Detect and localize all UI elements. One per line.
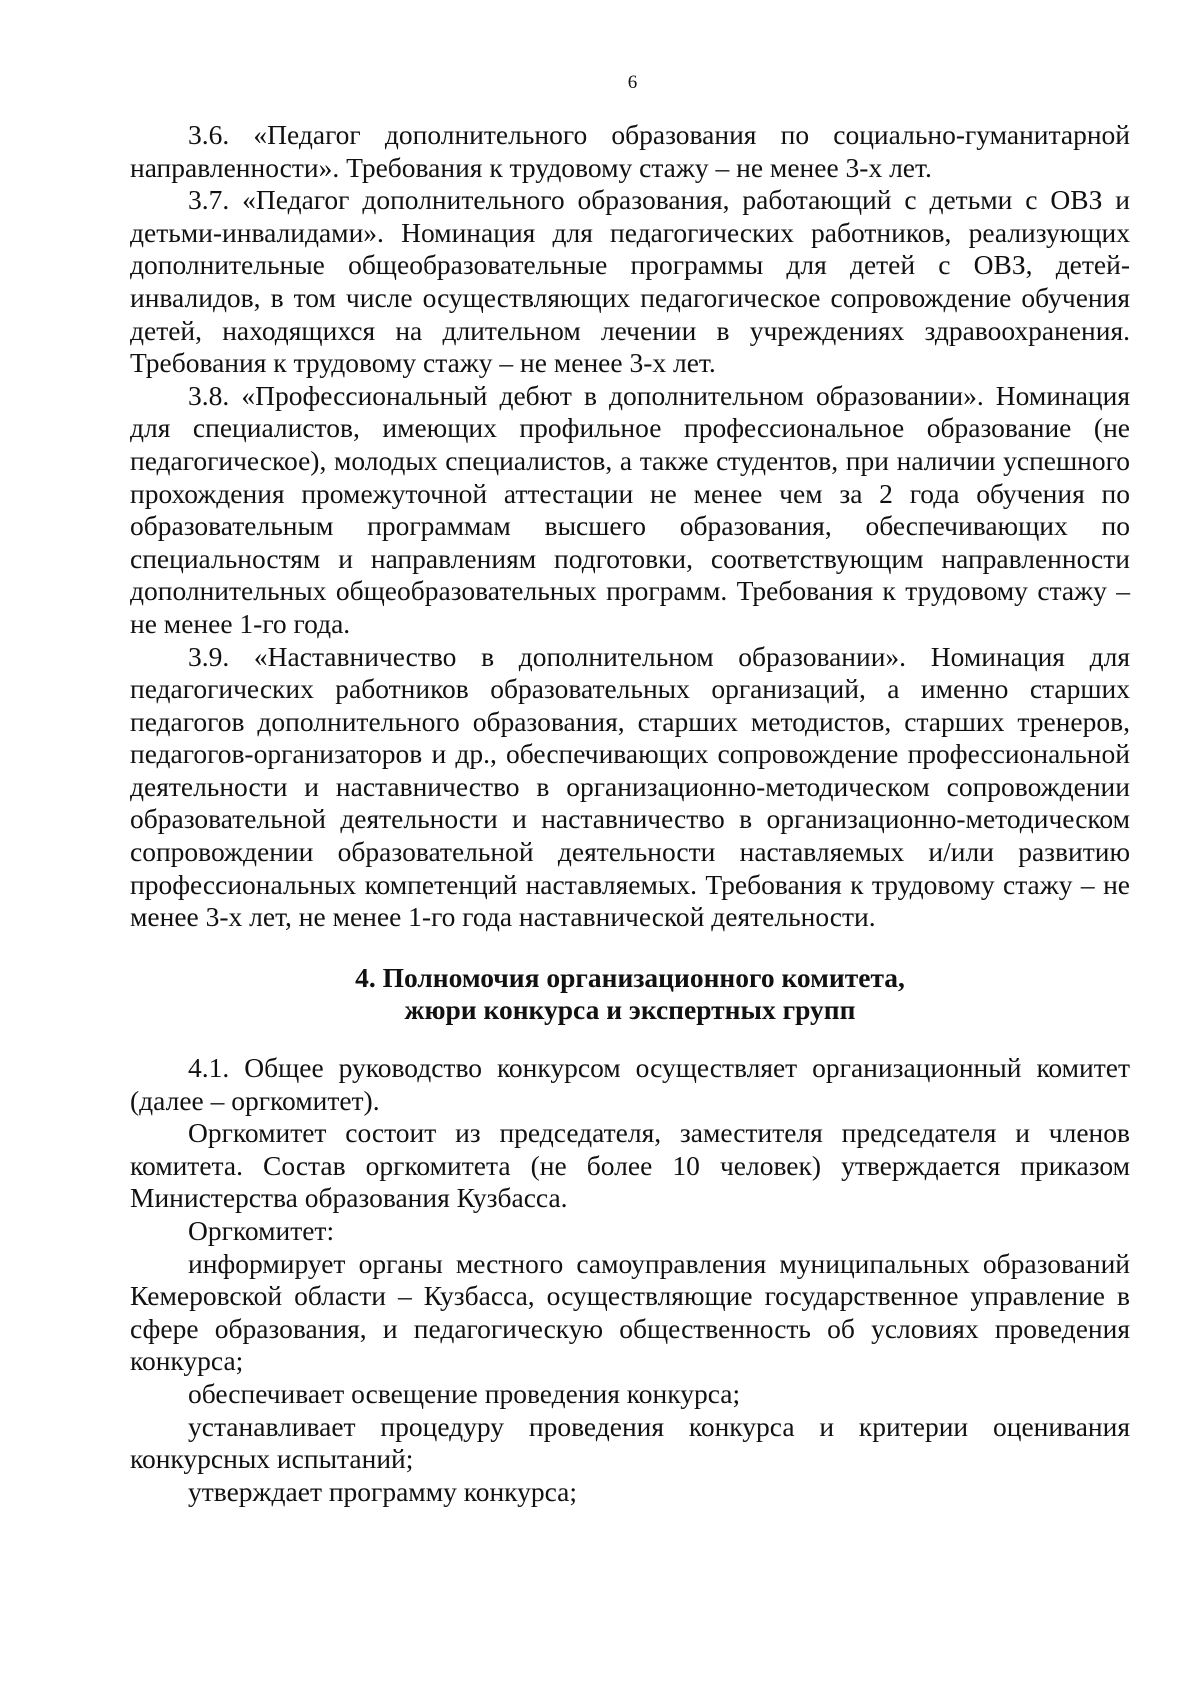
paragraph-4-1: 4.1. Общее руководство конкурсом осуществляет организационный комитет (далее – оргкомитет).: [130, 1052, 1130, 1116]
paragraph-orgcommittee-composition: Оргкомитет состоит из председателя, заместителя председателя и членов комитета. Состав оргкомитета (не более 10 человек) утверждается приказом Министерства образования Кузбасса.: [130, 1117, 1130, 1214]
paragraph-program: утверждает программу конкурса;: [188, 1475, 578, 1507]
paragraph-procedure: устанавливает процедуру проведения конкурса и критерии оценивания конкурсных испытаний;: [130, 1410, 1130, 1475]
paragraph-3-9: 3.9. «Наставничество в дополнительном образовании». Номинация для педагогических работников образовательных организаций, а именно старших педагогов дополнительного образования, старших методистов, старших тренеров, педагогов-организаторов и др., обеспечивающих сопровождение профессиональной деятельности и наставничество в организационно-методическом сопровождении образовательной деятельности и наставничество в организационно-методическом сопровождении образовательной деятельности наставляемых и/или развитию профессиональных компетенций наставляемых. Требования к трудовому стажу – не менее 3-х лет, не менее 1-го года наставнической деятельности.: [130, 640, 1130, 933]
paragraph-coverage: обеспечивает освещение проведения конкурса;: [188, 1377, 741, 1409]
document-body: [130, 119, 1130, 1508]
paragraph-3-6: 3.6. «Педагог дополнительного образования по социально-гуманитарной направленности». Требования к трудовому стажу – не менее 3-х лет.: [130, 119, 1130, 183]
spacer: [130, 934, 1130, 962]
spacer: [130, 1027, 1130, 1052]
paragraph-3-7: 3.7. «Педагог дополнительного образования, работающий с детьми с ОВЗ и детьми-инвалидами». Номинация для педагогических работников, реализующих дополнительные общеобразовательные программы для детей с ОВЗ, детей-инвалидов, в том числе осуществляющих педагогическое сопровождение обучения детей, находящихся на длительном лечении в учреждениях здравоохранения. Требования к трудовому стажу – не менее 3-х лет.: [130, 184, 1130, 379]
paragraph-informs: информирует органы местного самоуправления муниципальных образований Кемеровской области – Кузбасса, осуществляющие государственное управление в сфере образования, и педагогическую общественность об условиях проведения конкурса;: [130, 1247, 1130, 1377]
paragraph-3-8: 3.8. «Профессиональный дебют в дополнительном образовании». Номинация для специалистов, имеющих профильное профессиональное образование (не педагогическое), молодых специалистов, а также студентов, при наличии успешного прохождения промежуточной аттестации не менее чем за 2 года обучения по образовательным программам высшего образования, обеспечивающих по специальностям и направлениям подготовки, соответствующим направленности дополнительных общеобразовательных программ. Требования к трудовому стажу – не менее 1-го года.: [130, 379, 1130, 639]
paragraph-orgcommittee-label: Оргкомитет:: [188, 1215, 335, 1246]
section-4-heading-line-1: 4. Полномочия организационного комитета,: [355, 961, 905, 993]
section-4-heading-line-2: жюри конкурса и экспертных групп: [404, 994, 856, 1026]
page-number: 6: [627, 72, 638, 93]
